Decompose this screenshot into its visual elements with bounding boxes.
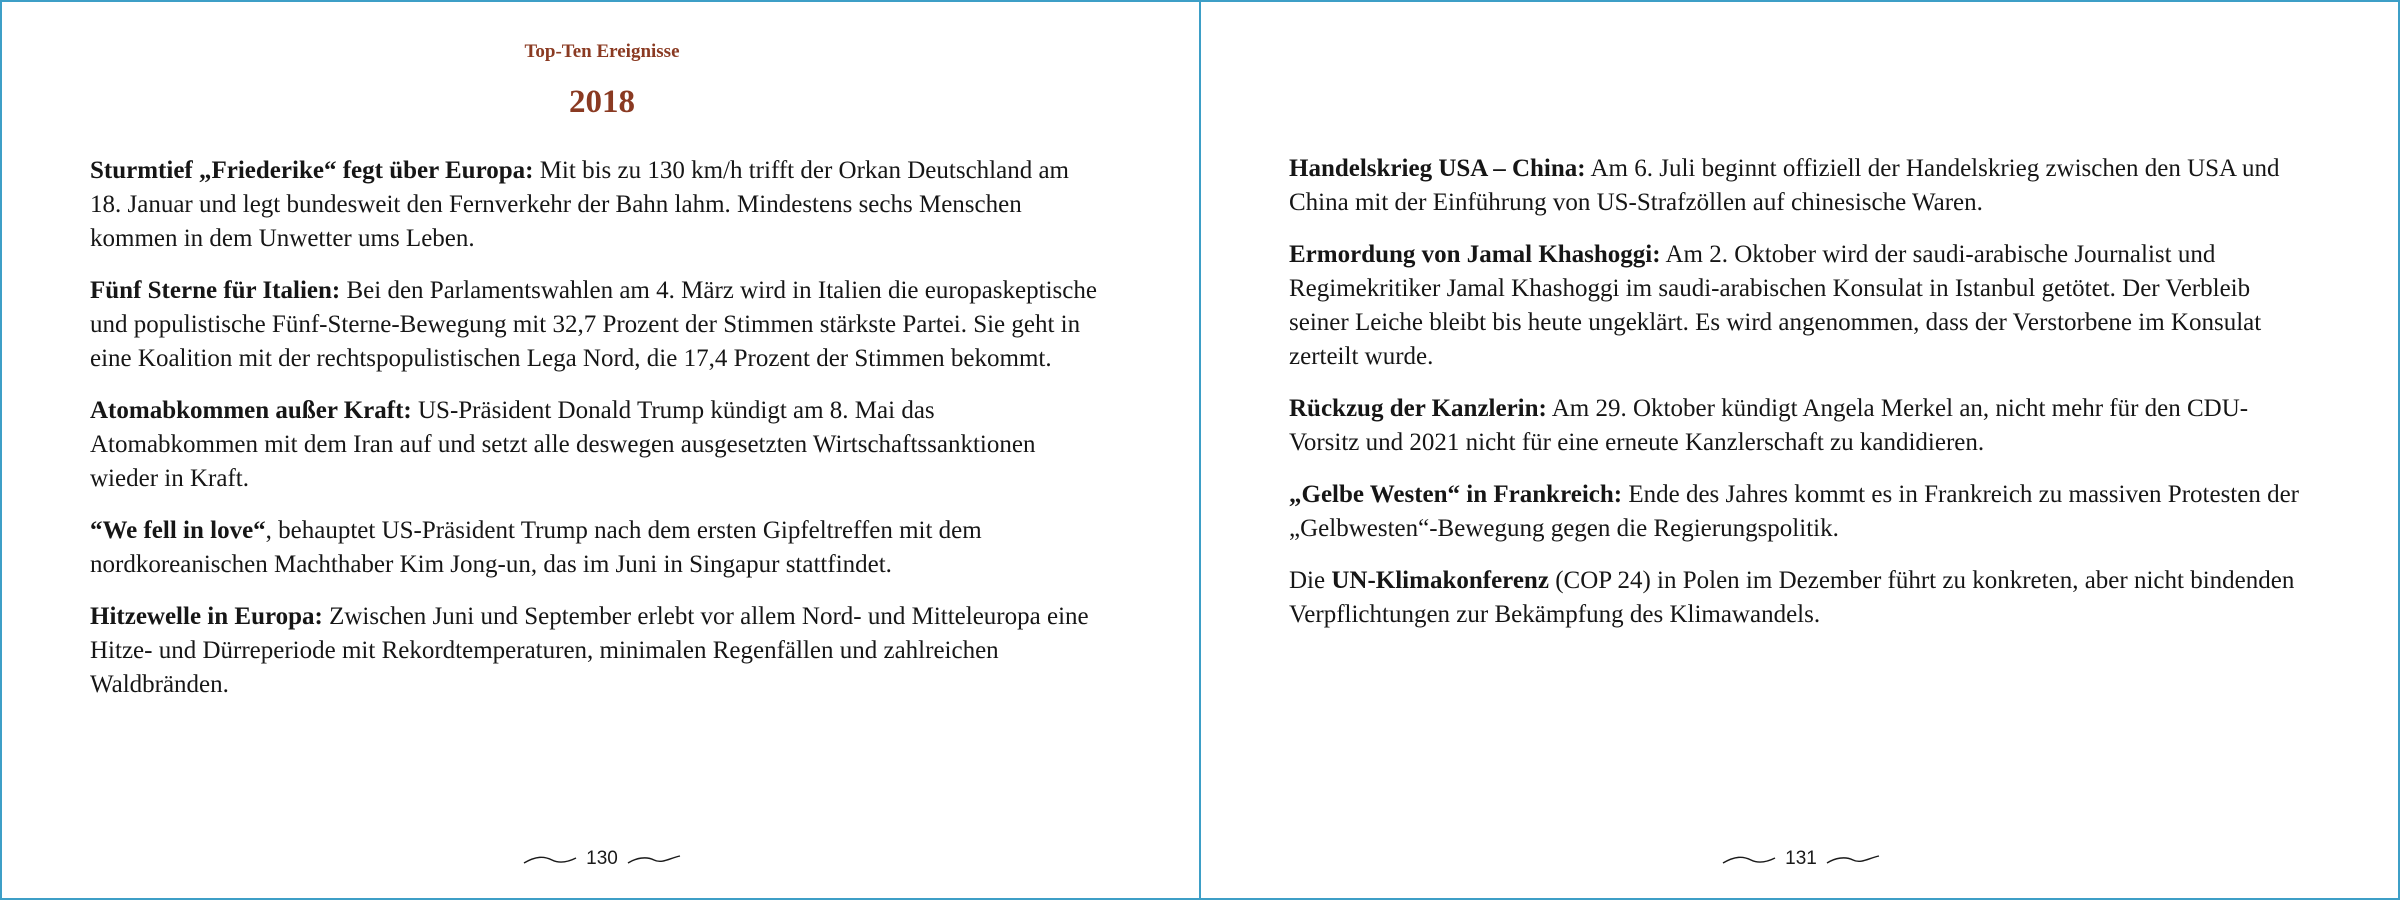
entry-heading: “We fell in love“ <box>90 517 266 544</box>
entry-paragraph <box>90 600 1100 702</box>
entry-paragraph <box>1289 478 2299 546</box>
entry-paragraph <box>90 154 1100 256</box>
right-swash-ornament <box>626 852 682 866</box>
entry-heading: Handelskrieg USA – China: <box>1289 155 1586 182</box>
entry-paragraph <box>1289 238 2299 374</box>
entry-paragraph <box>1289 392 2299 460</box>
entry-body: Ende des Jahres kommt es in Frankreich zu massiven Protesten der „Gelbwesten“-Bewegung gegen die Regierungspolitik. <box>1289 481 2300 542</box>
entry-body: Bei den Parlamentswahlen am 4. März wird in Italien die europaskeptische und populistische Fünf-Sterne-Bewegung mit 32,7 Prozent der Stimmen stärkste Partei. Sie geht in eine Koalition mit der rechtspopulistischen Lega Nord, die 17,4 Prozent der Stimmen bekommt. <box>90 277 1097 372</box>
right-page <box>1200 0 2400 900</box>
entry-heading: UN-Klimakonferenz <box>1331 567 1549 594</box>
page-number-footer <box>2 848 1202 870</box>
section-label: Top-Ten Ereignisse <box>524 41 680 62</box>
entry-body: , behauptet US-Präsident Trump nach dem ersten Gipfeltreffen mit dem nordkoreanischen Machthaber Kim Jong-un, das im Juni in Singapur stattfindet. <box>90 517 982 578</box>
page-number: 130 <box>586 848 618 869</box>
entry-body: Zwischen Juni und September erlebt vor allem Nord- und Mitteleuropa eine Hitze- und Dürreperiode mit Rekordtemperaturen, minimalen Regenfällen und zahlreichen Waldbränden. <box>90 603 1089 698</box>
entry-heading: Hitzewelle in Europa: <box>90 603 323 630</box>
page-number-footer <box>1201 848 2400 870</box>
entry-paragraph <box>1289 564 2299 632</box>
entry-prefix: Die <box>1289 567 1332 594</box>
page-number: 131 <box>1785 848 1817 869</box>
entry-body: Am 2. Oktober wird der saudi-arabische Journalist und Regimekritiker Jamal Khashoggi im saudi-arabischen Konsulat in Istanbul getötet. Der Verbleib seiner Leiche bleibt bis heute ungeklärt. Es wird angenommen, dass der Verstorbene im Konsulat zerteilt wurde. <box>1289 241 2262 370</box>
entry-heading: Sturmtief „Friederike“ fegt über Europa: <box>90 157 534 184</box>
right-page-text <box>1289 152 2299 650</box>
entry-body: (COP 24) in Polen im Dezember führt zu konkreten, aber nicht bindenden Verpflichtungen zur Bekämpfung des Klimawandels. <box>1289 567 2295 628</box>
entry-paragraph <box>90 274 1100 376</box>
entry-paragraph <box>90 514 1100 582</box>
entry-heading: Atomabkommen außer Kraft: <box>90 397 412 424</box>
entry-body: Am 29. Oktober kündigt Angela Merkel an, nicht mehr für den CDU-Vorsitz und 2021 nicht für eine erneute Kanzlerschaft zu kandidieren. <box>1289 395 2249 456</box>
year-heading: 2018 <box>569 84 635 120</box>
entry-body: Am 6. Juli beginnt offiziell der Handelskrieg zwischen den USA und China mit der Einführung von US-Strafzöllen auf chinesische Waren. <box>1289 155 2280 216</box>
entry-heading: Ermordung von Jamal Khashoggi: <box>1289 241 1661 268</box>
left-page-text <box>90 154 1100 720</box>
entry-heading: Rückzug der Kanzlerin: <box>1289 395 1547 422</box>
entry-paragraph <box>1289 152 2299 220</box>
right-swash-ornament <box>1825 852 1881 866</box>
entry-paragraph <box>90 394 1100 496</box>
left-swash-ornament <box>522 852 578 866</box>
left-swash-ornament <box>1721 852 1777 866</box>
entry-body: Mit bis zu 130 km/h trifft der Orkan Deutschland am 18. Januar und legt bundesweit den Fernverkehr der Bahn lahm. Mindestens sechs Menschen kommen in dem Unwetter ums Leben. <box>90 157 1069 252</box>
entry-heading: Fünf Sterne für Italien: <box>90 277 341 304</box>
entry-body: US-Präsident Donald Trump kündigt am 8. Mai das Atomabkommen mit dem Iran auf und setzt alle deswegen ausgesetzten Wirtschaftssanktionen wieder in Kraft. <box>90 397 1036 492</box>
entry-heading: „Gelbe Westen“ in Frankreich: <box>1289 481 1623 508</box>
